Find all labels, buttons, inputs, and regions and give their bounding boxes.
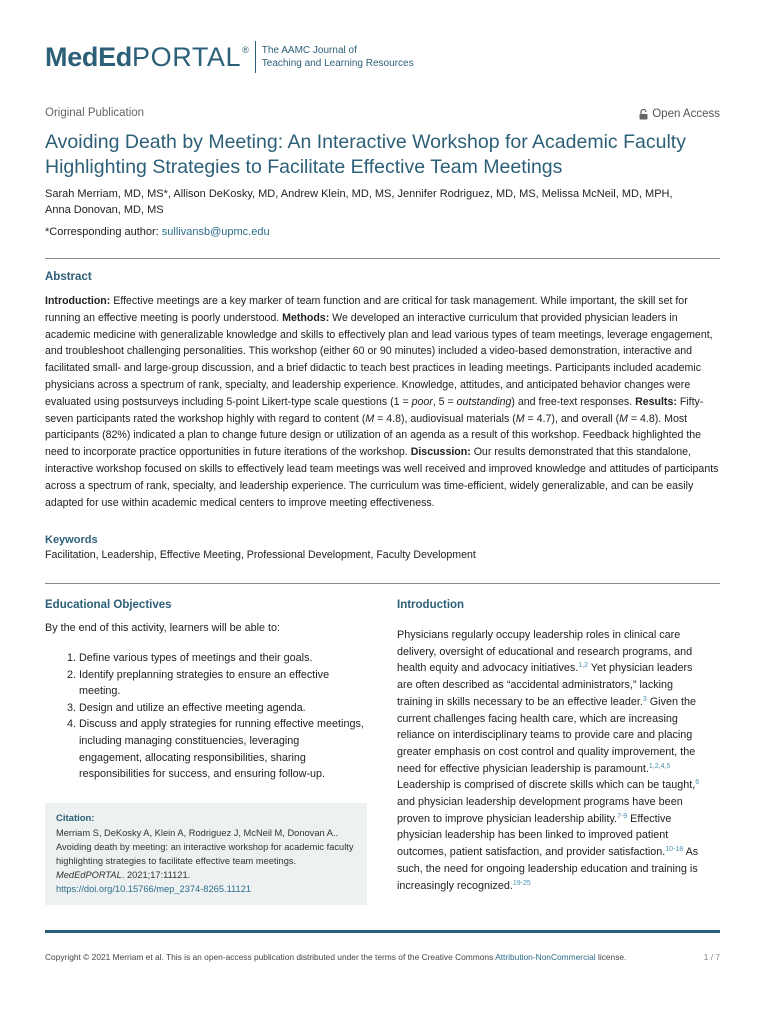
citation-heading: Citation:	[56, 813, 95, 824]
intro-sentence: Leadership is comprised of discrete skills which can be taught,	[397, 779, 696, 792]
intro-sentence: and physician leadership development programs have been proven to improve physician leadership ability.	[397, 796, 683, 825]
citation-details: . 2021;17:11121.	[121, 870, 191, 880]
intro-sentence: Effective physician leadership has been linked to improved patient outcomes, patient satisfaction, and provider satisfaction.	[397, 812, 672, 859]
authors-line2: Anna Donovan, MD, MS	[45, 204, 164, 216]
journal-tagline	[262, 44, 414, 70]
divider	[45, 258, 720, 259]
scale-poor: poor	[411, 395, 433, 408]
citation-box	[45, 803, 367, 905]
reference-link[interactable]: 1,2,4,5	[648, 762, 671, 770]
list-item: 1. Define various types of meetings and their goals.	[79, 650, 365, 667]
intro-sentence: Given the current challenges facing health care, which are increasing reliance on interdisciplinary teams to provide care and placing greater emphasis on cost control and quality improvement, the need for effective physician leadership is paramount.	[397, 695, 696, 775]
keywords-heading: Keywords	[45, 534, 98, 546]
divider	[45, 583, 720, 584]
reference-link[interactable]: 10-18	[665, 846, 684, 854]
mean-symbol: M	[365, 412, 375, 425]
copyright-text: Copyright © 2021 Merriam et al. This is an open-access publication distributed under the terms of the Creative Commons	[45, 952, 496, 962]
corresponding-author	[45, 226, 270, 238]
publication-type: Original Publication	[45, 107, 145, 119]
objectives-list	[45, 650, 365, 783]
tagline-line2: Teaching and Learning Resources	[261, 58, 414, 69]
logo-divider	[255, 41, 256, 73]
objectives-heading: Educational Objectives	[45, 599, 172, 611]
author-list	[45, 186, 725, 218]
reference-link[interactable]: 3	[642, 695, 647, 703]
tagline-line1: The AAMC Journal of	[261, 45, 357, 56]
open-access-badge	[639, 108, 720, 120]
list-item: 3. Design and utilize an effective meeting agenda.	[79, 700, 365, 717]
methods-text: We developed an interactive curriculum that provided physician leaders in academic medicine with generalizable knowledge and skills to effectively plan and lead various types of team meetings, leverage engagement, and troubleshoot challenging personalities. This workshop (either 60 or 90 minutes) included a video-based demonstration, interactive and facilitated small- and large-group discussion, and a brief didactic to teach best practices in leading meetings. Participants included academic physicians across a spectrum of rank, specialty, and leadership experience. Knowledge, attitudes, and anticipated behavior changes were evaluated using postsurveys including 5-point Likert-type scale questions (1 =	[45, 311, 713, 408]
corresponding-label: *Corresponding author:	[45, 226, 162, 238]
license-link[interactable]: Attribution-NonCommercial	[495, 952, 596, 962]
methods-label: Methods:	[282, 311, 330, 324]
results-text1: Fifty-seven participants rated the workshop highly with regard to content (	[45, 395, 704, 425]
reference-link[interactable]: 19-25	[512, 879, 531, 887]
citation-reference: Merriam S, DeKosky A, Klein A, Rodriguez J, McNeil M, Donovan A.. Avoiding death by meeting: an interactive workshop for academic faculty highlighting strategies to facilitate effective team meetings.	[56, 828, 354, 866]
unlock-icon	[639, 109, 648, 120]
mean-symbol: M	[515, 412, 525, 425]
abstract-body	[45, 293, 721, 511]
methods-end: ) and free-text responses.	[511, 395, 636, 408]
reference-link[interactable]: 1,2	[578, 662, 588, 670]
objectives-intro: By the end of this activity, learners will be able to:	[45, 622, 281, 634]
introduction-body	[397, 627, 707, 894]
methods-mid: , 5 =	[432, 395, 457, 408]
keywords-list: Facilitation, Leadership, Effective Meeting, Professional Development, Faculty Development	[45, 549, 476, 561]
reference-link[interactable]: 7-9	[617, 812, 628, 820]
authors-line1: Sarah Merriam, MD, MS*, Allison DeKosky, MD, Andrew Klein, MD, MS, Jennifer Rodriguez, MD, MS, Melissa McNeil, MD, MPH,	[45, 188, 673, 200]
list-item: 2. Identify preplanning strategies to ensure an effective meeting.	[79, 667, 365, 700]
mean-symbol: M	[619, 412, 628, 425]
results-label: Results:	[635, 395, 677, 408]
open-access-label: Open Access	[652, 108, 720, 120]
copyright-footer	[45, 952, 626, 962]
logo-registered: ®	[242, 45, 249, 55]
intro-sentence: Yet physician leaders are often described as “accidental administrators,” lacking training in skills necessary to be an effective leader.	[397, 662, 693, 708]
discussion-label: Discussion:	[410, 446, 471, 459]
license-end: license.	[595, 952, 627, 962]
intro-label: Introduction:	[45, 295, 111, 307]
article-title: Avoiding Death by Meeting: An Interactive Workshop for Academic Faculty Highlighting Strategies to Facilitate Effective Team Meetings	[45, 131, 686, 178]
results-text3: = 4.7), and overall (	[524, 412, 620, 425]
intro-sentence: Physicians regularly occupy leadership roles in clinical care delivery, oversight of educational and research programs, and health equity and advocacy initiatives.	[397, 629, 693, 675]
reference-link[interactable]: 6	[695, 779, 700, 787]
discussion-text: Our results demonstrated that this standalone, interactive workshop focused on skills to effectively lead team meetings was well received and improved knowledge and attitudes of participants across a spectrum of rank, specialty, and leadership experience. The curriculum was time-efficient, widely generalizable, and can be easily adapted for use within academic medical centers to improve meeting effectiveness.	[45, 446, 719, 509]
citation-text	[56, 826, 356, 882]
logo-med: MedEd	[45, 41, 133, 72]
results-text2: = 4.8), audiovisual materials (	[374, 412, 516, 425]
introduction-heading: Introduction	[397, 599, 465, 611]
abstract-heading: Abstract	[45, 271, 92, 283]
intro-sentence: As such, the need for ongoing leadership education and training is increasingly recognized.	[397, 846, 699, 892]
logo-portal: PORTAL	[132, 41, 242, 72]
scale-outstanding: outstanding	[456, 395, 512, 408]
corresponding-email-link[interactable]: sullivansb@upmc.edu	[161, 226, 270, 238]
page-number: 1 / 7	[703, 952, 720, 962]
doi-link[interactable]: https://doi.org/10.15766/mep_2374-8265.11121	[56, 884, 252, 894]
journal-logo[interactable]	[45, 40, 414, 74]
intro-text: Effective meetings are a key marker of team function and are critical for task management. While important, the skill set for running an effective meeting is poorly understood.	[45, 295, 688, 324]
results-text4: = 4.8). Most participants (82%) indicated a plan to change future design or utilization of an agenda as a result of this workshop. Feedback highlighted the need to incorporate practice opportunities in future iterations of the workshop.	[45, 412, 702, 459]
list-item: 4. Discuss and apply strategies for running effective meetings, including managing constituencies, leveraging engagement, allocating responsibilities, sharing responsibilities for success, and ensuring follow-up.	[79, 716, 365, 782]
footer-divider	[45, 930, 720, 933]
citation-journal: MedEdPORTAL	[56, 870, 122, 880]
